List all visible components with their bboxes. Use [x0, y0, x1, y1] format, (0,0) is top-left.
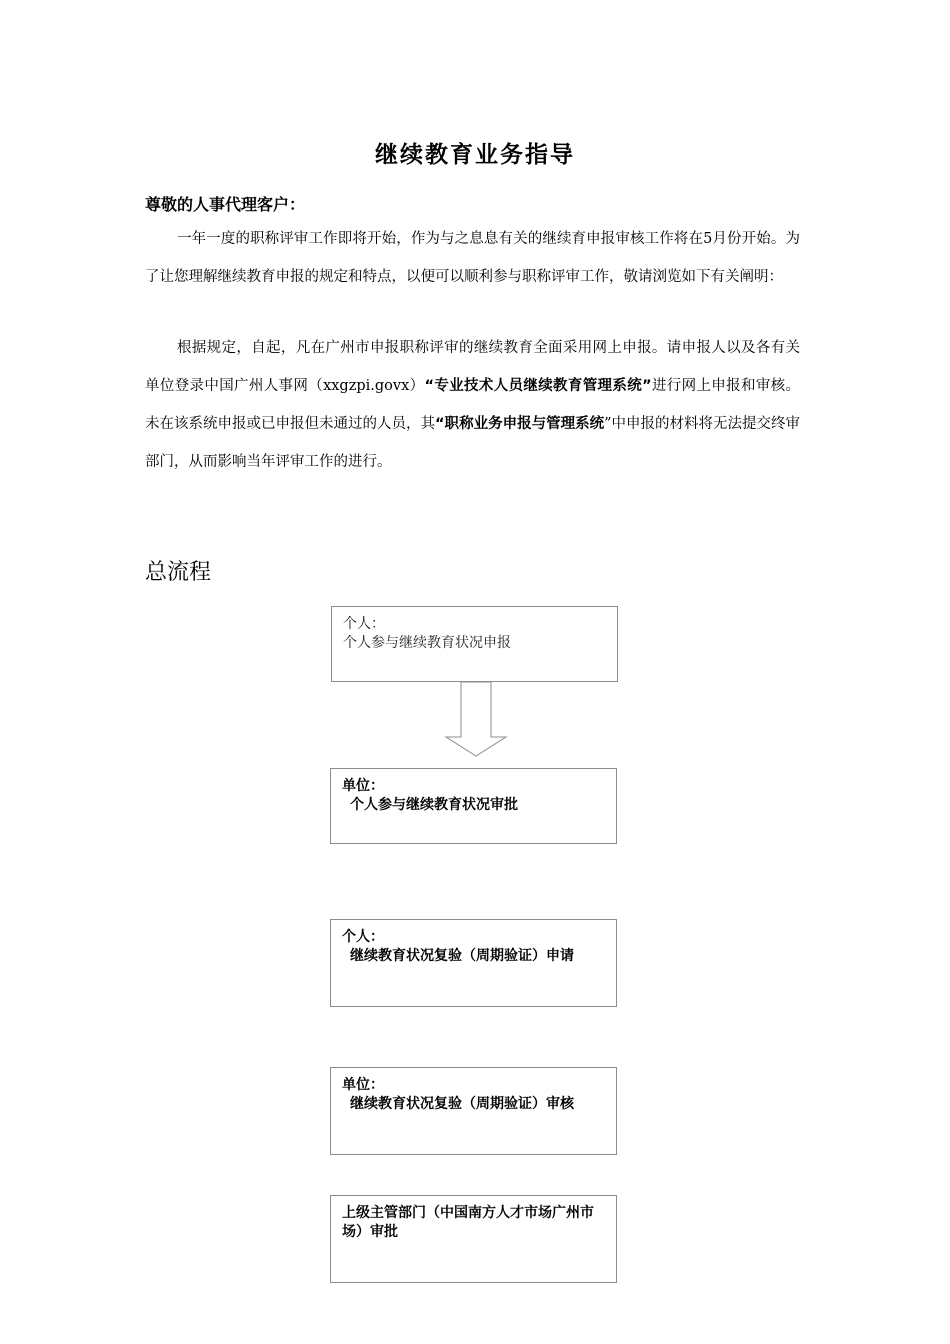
- document-title: 继续教育业务指导: [375, 142, 575, 168]
- intro-paragraph: 一年一度的职称评审工作即将开始，作为与之息息有关的继续育申报审核工作将在5月份开始。为了让您理解继续教育申报的规定和特点，以便可以顺利参与职称评审工作，敬请浏览如下有关阐明：: [145, 231, 800, 285]
- rules-text-2: 进行网上申报和审核。未在该系统申报或已申报但未通过的人员，其: [145, 378, 801, 432]
- flow-step-individual-recheck: [330, 919, 617, 1007]
- flow-step-text: 继续教育状况复验（周期验证）审核: [350, 1096, 574, 1112]
- flow-step-role: 个人：: [343, 616, 385, 632]
- rules-text-1: 根据规定，自起，凡在广州市申报职称评审的继续教育全面采用网上申报。请申报人以及各有关单位登录中国广州人事网（xxgzpi.govx）: [145, 340, 800, 394]
- flow-step-unit-recheck: [330, 1067, 617, 1155]
- flow-step-text: 个人参与继续教育状况审批: [350, 797, 518, 813]
- flow-step-role: 单位：: [342, 778, 384, 794]
- down-arrow-icon: [444, 682, 508, 758]
- flow-step-individual-report: [331, 606, 618, 682]
- section-title: 总流程: [145, 560, 212, 585]
- flow-step-text: 个人参与继续教育状况申报: [343, 635, 511, 651]
- flow-step-role: 个人：: [342, 929, 384, 945]
- flow-step-role: 单位：: [342, 1077, 384, 1093]
- flow-step-authority-approval: [330, 1195, 617, 1283]
- rules-paragraph: [145, 329, 800, 481]
- system-name-2: “职称业务申报与管理系统: [435, 416, 605, 432]
- system-name-1: “专业技术人员继续教育管理系统”: [424, 378, 652, 394]
- flow-step-unit-approval: [330, 768, 617, 844]
- rules-text-3: ”中申报的材料将无法提交终审部门，从而影响当年评审工作的进行。: [145, 416, 801, 470]
- flow-step-text: 上级主管部门（中国南方人才市场广州市场）审批: [342, 1205, 594, 1240]
- flow-step-text: 继续教育状况复验（周期验证）申请: [350, 948, 574, 964]
- salutation: 尊敬的人事代理客户：: [145, 195, 306, 214]
